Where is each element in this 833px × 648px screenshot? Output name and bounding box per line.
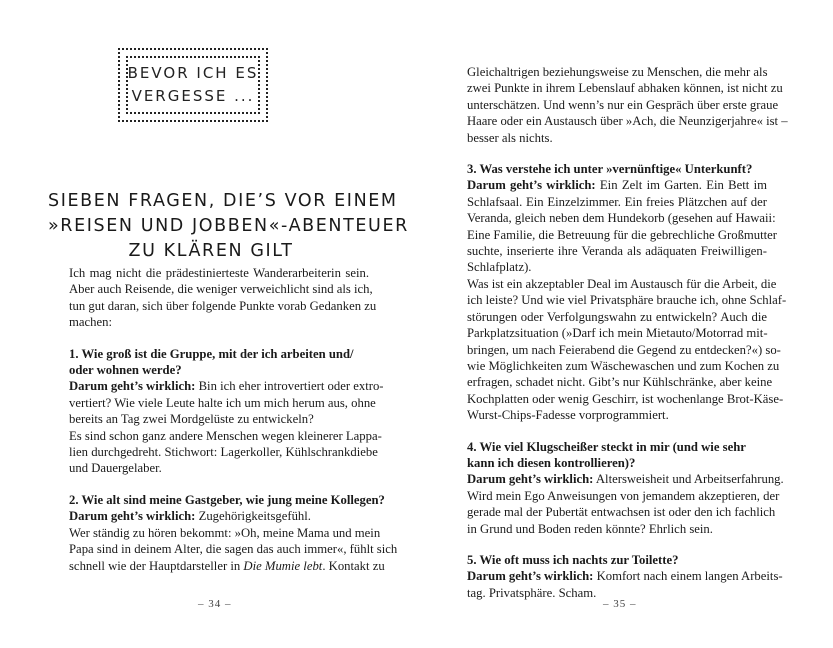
answer-label: Darum geht’s wirklich: xyxy=(69,379,196,394)
answer-3-line: bringen, um nach Feierabend die Gegend zu entdecken?«) so- xyxy=(467,342,781,357)
answer-5-line: tag. Privatsphäre. Scham. xyxy=(467,585,597,600)
cont-line: Haare oder ein Austausch über »Ach, die Neunzigerjahre« ist – xyxy=(467,114,788,129)
intro-line: Ich mag nicht die prädestinierteste Wanderarbeiterin sein. xyxy=(69,266,369,280)
answer-2-line: Papa sind in deinem Alter, die sagen das auch immer«, fühlt sich xyxy=(69,542,398,557)
question-5: 5. Wie oft muss ich nachts zur Toilette? xyxy=(467,552,679,567)
answer-3-line: Was ist ein akzeptabler Deal im Austausch für die Arbeit, die xyxy=(467,276,777,291)
answer-3-line: Kochplatten oder wenig Geschirr, ist wochenlange Brot-Käse- xyxy=(467,391,784,406)
movie-title: Die Mumie lebt xyxy=(243,558,323,573)
question-3: 3. Was verstehe ich unter »vernünftige« Unterkunft? xyxy=(467,162,753,177)
question-1-cont: oder wohnen werde? xyxy=(69,363,182,378)
answer-1-line: lien durchgedreht. Stichwort: Lagerkoller, Kühlschrankdiebe xyxy=(69,445,378,460)
answer-2-line: Darum geht’s wirklich: Zugehörigkeitsgefühl. xyxy=(69,509,311,524)
left-page xyxy=(0,0,416,648)
answer-label: Darum geht’s wirklich: xyxy=(69,509,196,524)
answer-3-line: Schlafsaal. Ein Einzelzimmer. Ein freies Plätzchen auf der xyxy=(467,194,767,209)
intro-line: Aber auch Reisende, die weniger verweichlicht sind als ich, xyxy=(69,282,373,297)
question-2: 2. Wie alt sind meine Gastgeber, wie jung meine Kollegen? xyxy=(69,492,385,507)
question-1: 1. Wie groß ist die Gruppe, mit der ich arbeiten und/ xyxy=(69,346,354,361)
answer-1-line: und Dauergelaber. xyxy=(69,461,162,476)
answer-3-line: störungen oder Verfolgungswahn zu entwickeln? Auch die xyxy=(467,309,767,324)
answer-3-line: Eine Familie, die Betreuung für die gebrechliche Großmutter xyxy=(467,227,778,242)
answer-4-line: Wird mein Ego Anweisungen von jemandem akzeptieren, der xyxy=(467,488,780,503)
answer-3-line: Darum geht’s wirklich: Ein Zelt im Garten. Ein Bett im xyxy=(467,178,767,193)
question-4: 4. Wie viel Klugscheißer steckt in mir (und wie sehr xyxy=(467,439,746,454)
stamp-line-1: BEVOR ICH ES xyxy=(127,64,259,82)
heading-line-3: ZU KLÄREN GILT xyxy=(128,241,294,261)
heading-line-2: »REISEN UND JOBBEN«-ABENTEUER xyxy=(48,216,409,236)
answer-label: Darum geht’s wirklich: xyxy=(467,569,594,584)
answer-1-line: Darum geht’s wirklich: Bin ich eher introvertiert oder extro- xyxy=(69,379,384,394)
answer-1-line: Es sind schon ganz andere Menschen wegen kleinerer Lappa- xyxy=(69,428,382,443)
left-body-text xyxy=(69,265,398,574)
stamp-line-2: VERGESSE ... xyxy=(131,87,255,105)
heading-line-1: SIEBEN FRAGEN, DIE’S VOR EINEM xyxy=(48,191,398,211)
answer-label: Darum geht’s wirklich: xyxy=(467,178,596,193)
cont-line: besser als nichts. xyxy=(467,130,553,145)
cont-line: zwei Punkte in ihrem Lebenslauf abhaken können, ist nicht zu xyxy=(467,81,783,96)
answer-2-line: schnell wie der Hauptdarsteller in Die Mumie lebt. Kontakt zu xyxy=(69,558,385,573)
answer-5-line: Darum geht’s wirklich: Komfort nach einem langen Arbeits- xyxy=(467,569,783,584)
answer-4-line: Darum geht’s wirklich: Altersweisheit und Arbeitserfahrung. xyxy=(467,472,784,487)
answer-3-line: Veranda, gleich neben dem Hundekorb (gesehen auf Hawaii: xyxy=(467,211,776,226)
intro-line: machen: xyxy=(69,315,112,330)
answer-3-line: suchte, inserierte ihre Veranda als adäquaten Freiwilligen- xyxy=(467,244,767,259)
answer-3-line: Parkplatzsituation (»Darf ich mein Mietauto/Motorrad mit- xyxy=(467,326,768,341)
answer-1-line: vertiert? Wie viele Leute halte ich um mich herum aus, ohne xyxy=(69,395,376,410)
cont-line: Gleichaltrigen beziehungsweise zu Menschen, die mehr als xyxy=(467,65,768,79)
answer-3-line: Schlafplatz). xyxy=(467,260,532,275)
right-page xyxy=(417,0,833,648)
answer-4-line: in Grund und Boden reden könnte? Ehrlich sein. xyxy=(467,521,713,536)
section-stamp xyxy=(118,48,268,122)
right-body-text xyxy=(467,64,788,601)
answer-label: Darum geht’s wirklich: xyxy=(467,472,594,487)
page-number-right: – 35 – xyxy=(603,598,637,610)
cont-line: unterschätzen. Und wenn’s nur ein Gespräch über erste graue xyxy=(467,97,779,112)
intro-line: tun gut daran, sich über folgende Punkte vorab Gedanken zu xyxy=(69,298,377,313)
answer-1-line: bereits an Tag zwei Mordgelüste zu entwickeln? xyxy=(69,412,314,427)
answer-2-line: Wer ständig zu hören bekommt: »Oh, meine Mama und mein xyxy=(69,525,381,540)
answer-3-line: erfragen, schadet nicht. Gibt’s nur Kühlschränke, aber keine xyxy=(467,375,773,390)
question-4-cont: kann ich diesen kontrollieren)? xyxy=(467,455,636,470)
answer-3-line: wie Möglichkeiten zum Wäschewaschen und zum Kochen zu xyxy=(467,358,780,373)
page-number-left: – 34 – xyxy=(198,598,232,610)
answer-4-line: gerade mal der Pubertät entwachsen ist oder den ich fachlich xyxy=(467,505,776,520)
chapter-heading xyxy=(48,189,409,264)
answer-3-line: Wurst-Chips-Fadesse vorprogrammiert. xyxy=(467,408,669,423)
answer-3-line: ich leiste? Und wie viel Privatsphäre brauche ich, ohne Schlaf- xyxy=(467,293,787,308)
